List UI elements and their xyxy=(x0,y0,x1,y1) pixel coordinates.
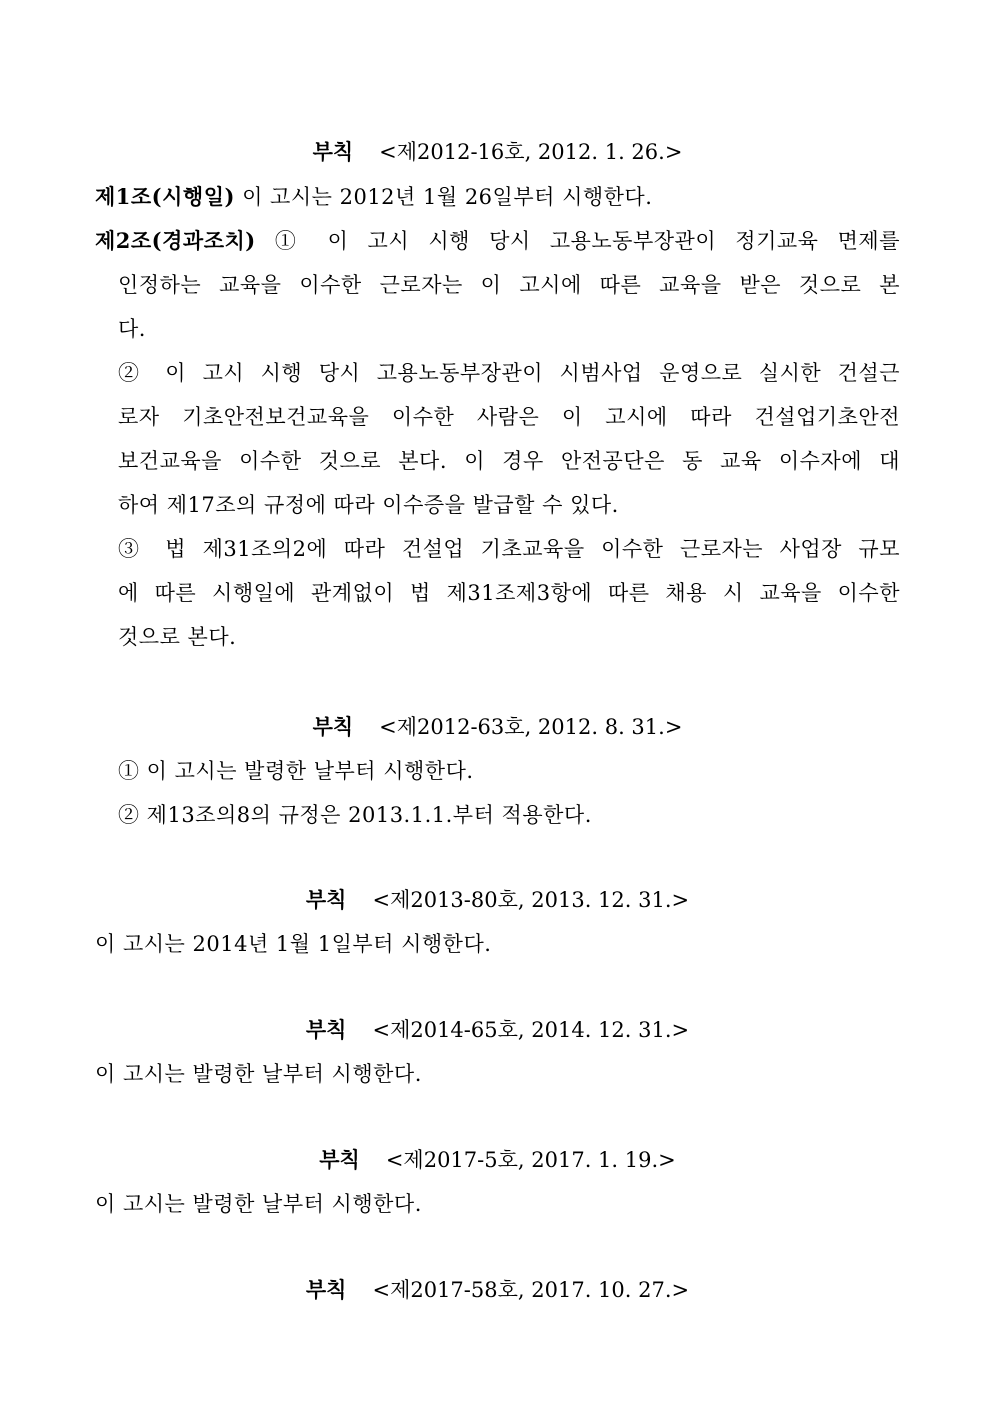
addendum-reference: <제2012-63호, 2012. 8. 31.> xyxy=(379,715,683,739)
article-title: 제1조(시행일) xyxy=(95,184,235,209)
addendum-heading xyxy=(95,878,900,922)
addendum-label: 부칙 xyxy=(319,1147,360,1172)
article-line xyxy=(95,219,900,263)
article-line xyxy=(95,175,900,219)
paragraph-line: 이 고시는 발령한 날부터 시행한다. xyxy=(95,1192,422,1216)
article-line: 다. xyxy=(118,317,146,341)
article-text: 이 고시는 2012년 1월 26일부터 시행한다. xyxy=(234,185,653,209)
addendum-label: 부칙 xyxy=(305,1277,347,1302)
addendum-heading xyxy=(95,1138,900,1182)
article-line: 인정하는 교육을 이수한 근로자는 이 고시에 따른 교육을 받은 것으로 본 xyxy=(118,273,900,297)
article-title: 제2조(경과조치) xyxy=(95,228,256,253)
addendum-reference: <제2013-80호, 2013. 12. 31.> xyxy=(372,888,690,912)
addendum-label: 부칙 xyxy=(312,139,354,164)
addendum-reference: <제2012-16호, 2012. 1. 26.> xyxy=(379,140,683,164)
paragraph-line: 보건교육을 이수한 것으로 본다. 이 경우 안전공단은 동 교육 이수자에 대 xyxy=(118,449,900,473)
paragraph-line: ② 이 고시 시행 당시 고용노동부장관이 시범사업 운영으로 실시한 건설근 xyxy=(118,361,900,385)
addendum-heading xyxy=(95,1008,900,1052)
addendum-heading xyxy=(95,705,900,749)
addendum-label: 부칙 xyxy=(305,887,347,912)
paragraph-line: ① 이 고시는 발령한 날부터 시행한다. xyxy=(118,759,474,783)
addendum-reference: <제2017-5호, 2017. 1. 19.> xyxy=(385,1148,676,1172)
paragraph-line: 이 고시는 발령한 날부터 시행한다. xyxy=(95,1062,422,1086)
addendum-reference: <제2017-58호, 2017. 10. 27.> xyxy=(372,1278,690,1302)
paragraph-line: ② 제13조의8의 규정은 2013.1.1.부터 적용한다. xyxy=(118,803,592,827)
paragraph-line: ③ 법 제31조의2에 따라 건설업 기초교육을 이수한 근로자는 사업장 규모 xyxy=(118,537,900,561)
addendum-label: 부칙 xyxy=(305,1017,347,1042)
addendum-heading xyxy=(95,1268,900,1312)
addendum-heading xyxy=(95,130,900,174)
paragraph-line: 것으로 본다. xyxy=(118,625,237,649)
paragraph-line: 하여 제17조의 규정에 따라 이수증을 발급할 수 있다. xyxy=(118,493,619,517)
paragraph-line: 로자 기초안전보건교육을 이수한 사람은 이 고시에 따라 건설업기초안전 xyxy=(118,405,900,429)
addendum-reference: <제2014-65호, 2014. 12. 31.> xyxy=(372,1018,690,1042)
paragraph-line: 이 고시는 2014년 1월 1일부터 시행한다. xyxy=(95,932,492,956)
paragraph-line: 에 따른 시행일에 관계없이 법 제31조제3항에 따른 채용 시 교육을 이수한 xyxy=(118,581,900,605)
article-text: ① 이 고시 시행 당시 고용노동부장관이 정기교육 면제를 xyxy=(255,229,900,253)
addendum-label: 부칙 xyxy=(312,714,354,739)
